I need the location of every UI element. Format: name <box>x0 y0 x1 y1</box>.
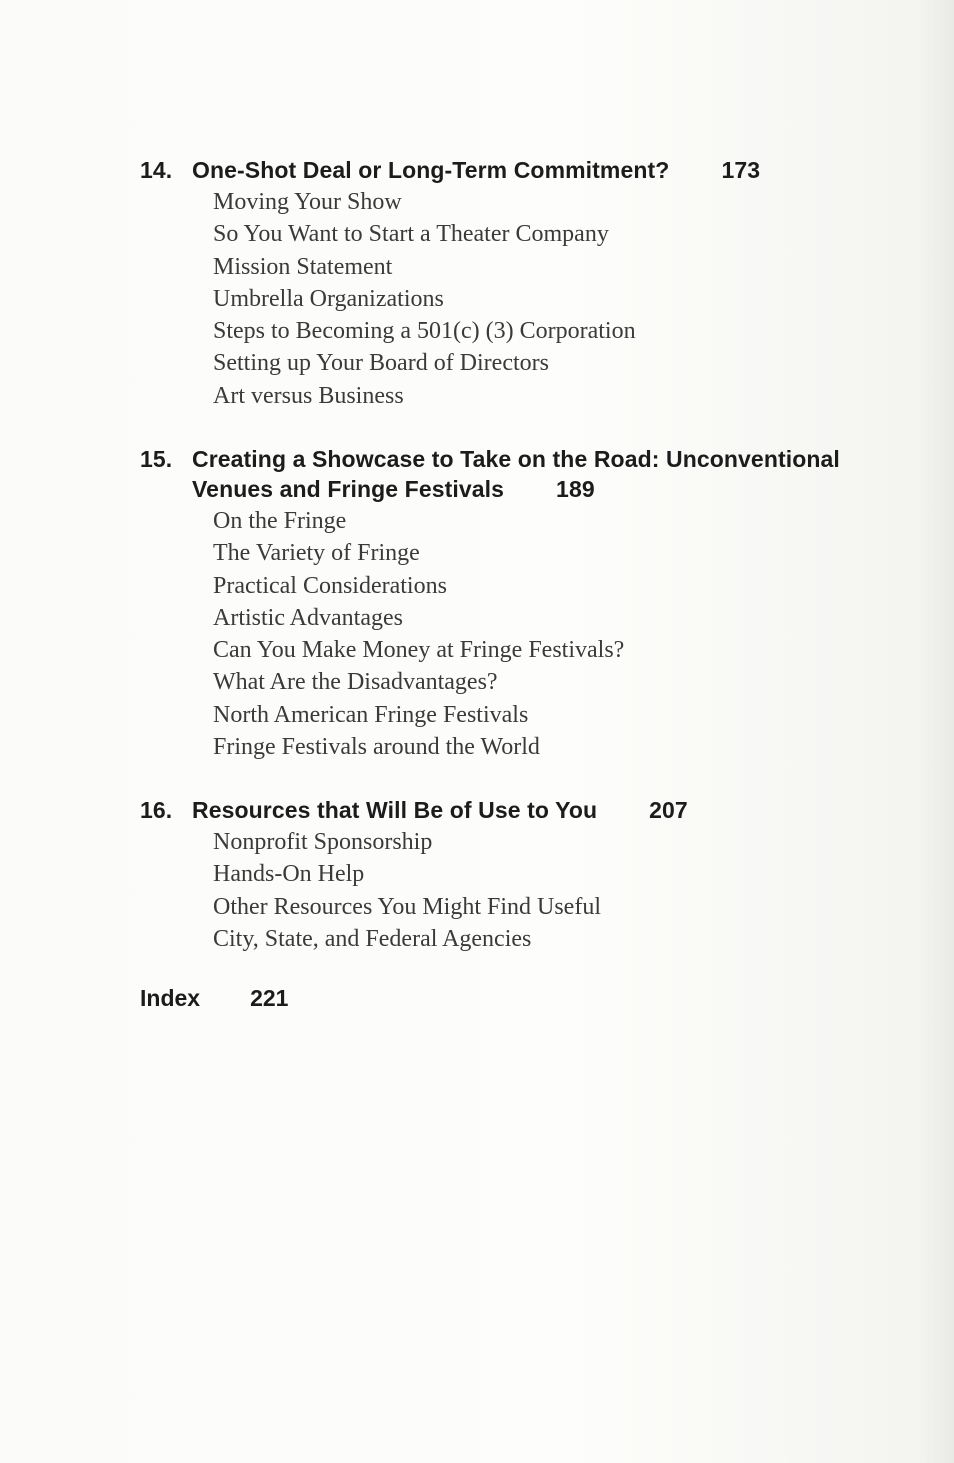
section-item: Hands-On Help <box>213 861 365 888</box>
section-list <box>213 826 840 955</box>
section-item: So You Want to Start a Theater Company <box>213 221 609 248</box>
section-item: On the Fringe <box>213 508 347 534</box>
chapter-number: 14. <box>140 157 173 183</box>
section-item: Artistic Advantages <box>213 604 403 631</box>
chapter-number: 16. <box>140 797 173 823</box>
chapter-16 <box>140 795 840 955</box>
chapter-title-text: One-Shot Deal or Long-Term Commitment? <box>192 157 670 183</box>
chapter-15 <box>140 444 860 763</box>
chapter-14 <box>140 155 840 412</box>
chapter-heading <box>140 155 840 185</box>
section-item: Setting up Your Board of Directors <box>213 350 549 377</box>
section-item: Moving Your Show <box>213 189 402 215</box>
section-list <box>213 186 840 412</box>
section-item: City, State, and Federal Agencies <box>213 925 532 952</box>
section-item: The Variety of Fringe <box>213 540 420 567</box>
section-item: Mission Statement <box>213 253 393 280</box>
index-page-number: 221 <box>250 985 289 1011</box>
chapter-title-text: Resources that Will Be of Use to You <box>192 797 598 823</box>
section-item: Fringe Festivals around the World <box>213 734 540 761</box>
section-item: What Are the Disadvantages? <box>213 669 498 696</box>
chapter-title-line-1: Creating a Showcase to Take on the Road: Unconventional <box>192 446 840 472</box>
section-item: Art versus Business <box>213 382 404 409</box>
chapter-page-number: 207 <box>649 797 688 823</box>
section-item: North American Fringe Festivals <box>213 701 529 728</box>
index-label: Index <box>140 985 201 1011</box>
section-item: Umbrella Organizations <box>213 285 444 312</box>
chapter-title <box>192 155 840 185</box>
chapter-heading <box>140 444 860 504</box>
chapter-heading <box>140 795 840 825</box>
section-item: Other Resources You Might Find Useful <box>213 893 601 920</box>
chapter-title <box>192 795 840 825</box>
index-entry <box>140 985 288 1012</box>
section-item: Steps to Becoming a 501(c) (3) Corporation <box>213 318 636 345</box>
chapter-title <box>192 444 860 504</box>
chapter-page-number: 173 <box>721 157 761 183</box>
section-item: Nonprofit Sponsorship <box>213 829 433 855</box>
chapter-title-line-2: Venues and Fringe Festivals <box>192 476 505 502</box>
section-item: Can You Make Money at Fringe Festivals? <box>213 637 625 664</box>
section-item: Practical Considerations <box>213 572 447 599</box>
chapter-page-number: 189 <box>556 476 595 502</box>
chapter-number: 15. <box>140 446 173 472</box>
section-list <box>213 505 860 763</box>
